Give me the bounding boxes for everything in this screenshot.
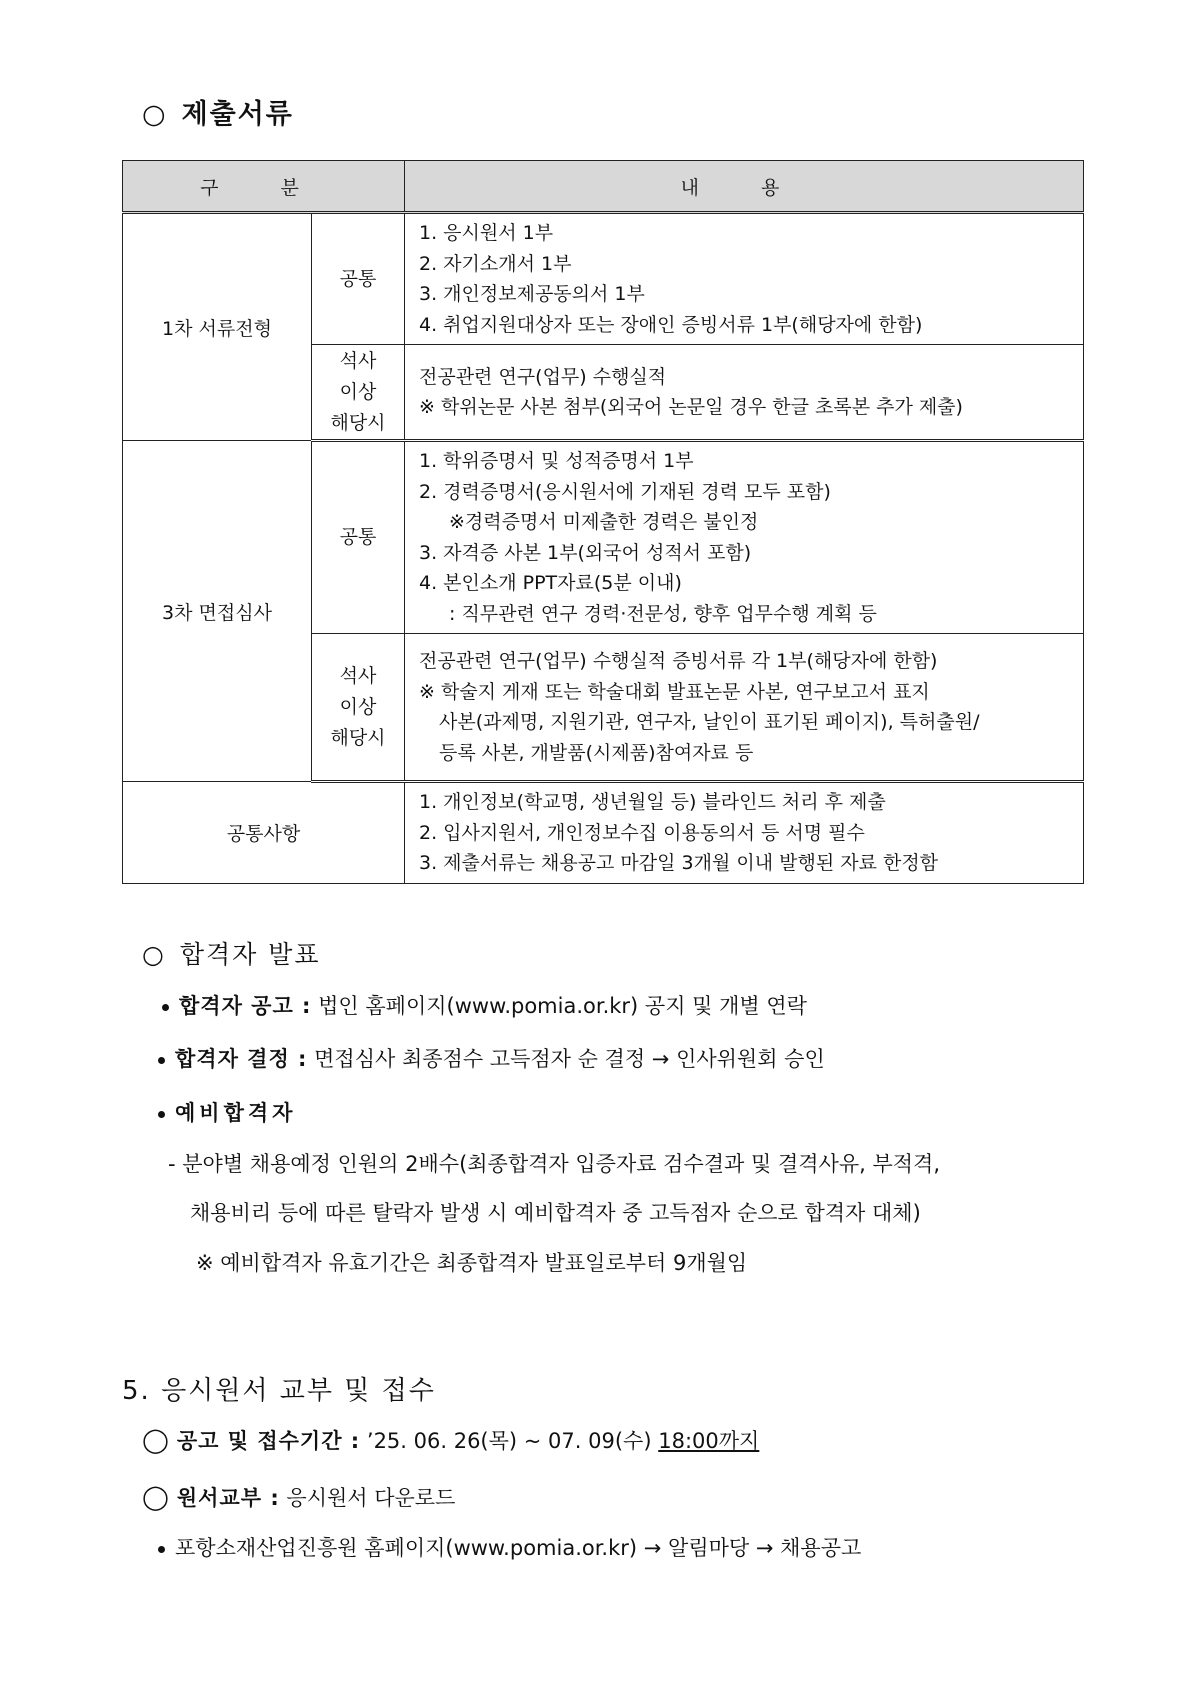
reserve-label: 예비합격자 [175, 1101, 297, 1125]
round3-common-content [405, 441, 1084, 634]
announce-text: 법인 홈페이지(www.pomia.or.kr) 공지 및 개별 연락 [318, 994, 807, 1018]
list-item: 2. 자기소개서 1부 [419, 252, 572, 275]
header-content: 내 용 [405, 161, 1084, 213]
list-item: 전공관련 연구(업무) 수행실적 증빙서류 각 1부(해당자에 한함) [419, 650, 938, 672]
reserve-line [158, 1097, 296, 1127]
table-row [123, 782, 1084, 884]
round1-label: 1차 서류전형 [123, 213, 312, 441]
bullet-dot-icon [158, 1111, 165, 1118]
round1-common-content [405, 213, 1084, 345]
circle-bullet-icon: ◯ [142, 1483, 169, 1511]
section-heading-documents [142, 92, 294, 131]
table-row [123, 213, 1084, 345]
decide-line [158, 1043, 825, 1073]
list-item: 3. 개인정보제공동의서 1부 [419, 283, 645, 305]
bullet-dot-icon [162, 1004, 169, 1011]
documents-table [122, 160, 1084, 884]
list-item: ※ 학위논문 사본 첨부(외국어 논문일 경우 한글 초록본 추가 제출) [419, 396, 963, 418]
reserve-desc-line2: 채용비리 등에 따른 탈락자 발생 시 예비합격자 중 고득점자 순으로 합격자 대체) [190, 1201, 921, 1225]
period-label: 공고 및 접수기간 : [176, 1429, 361, 1453]
list-item: 전공관련 연구(업무) 수행실적 [419, 365, 667, 388]
list-item: 4. 본인소개 PPT자료(5분 이내) [419, 572, 682, 594]
list-item: : 직무관련 연구 경력·전문성, 향후 업무수행 계획 등 [449, 602, 877, 625]
list-item: 3. 제출서류는 채용공고 마감일 3개월 이내 발행된 자료 한정함 [419, 852, 939, 874]
round3-master-content [405, 634, 1084, 782]
section5-title: 5. 응시원서 교부 및 접수 [122, 1376, 436, 1406]
table-header-row [123, 161, 1084, 213]
decide-label: 합격자 결정 : [175, 1047, 308, 1071]
common-content [405, 782, 1084, 884]
list-item: 등록 사본, 개발품(시제품)참여자료 등 [439, 741, 754, 764]
section-title: 제출서류 [181, 99, 294, 130]
reserve-note: ※ 예비합격자 유효기간은 최종합격자 발표일로부터 9개월임 [196, 1251, 748, 1275]
bullet-dot-icon [158, 1057, 165, 1064]
section-title: 합격자 발표 [179, 940, 321, 969]
round3-common-label: 공통 [312, 441, 405, 634]
round3-master-label: 석사 이상 해당시 [312, 634, 405, 782]
header-category: 구 분 [123, 161, 405, 213]
list-item: 4. 취업지원대상자 또는 장애인 증빙서류 1부(해당자에 한함) [419, 313, 923, 336]
form-label: 원서교부 : [176, 1486, 280, 1510]
circle-bullet-icon: ◯ [142, 1426, 169, 1454]
section-heading-announcement [142, 935, 321, 971]
round3-label: 3차 면접심사 [123, 441, 312, 782]
form-text: 응시원서 다운로드 [286, 1486, 456, 1510]
circle-bullet-icon: ○ [142, 940, 166, 969]
list-item: 2. 입사지원서, 개인정보수집 이용동의서 등 서명 필수 [419, 821, 865, 844]
list-item: 2. 경력증명서(응시원서에 기재된 경력 모두 포함) [419, 480, 831, 503]
list-item: 3. 자격증 사본 1부(외국어 성적서 포함) [419, 541, 752, 564]
list-item: 사본(과제명, 지원기관, 연구자, 날인이 표기된 페이지), 특허출원/ [439, 711, 980, 733]
list-item: ※경력증명서 미제출한 경력은 불인정 [449, 511, 759, 533]
form-path: 포항소재산업진흥원 홈페이지(www.pomia.or.kr) → 알림마당 → 채용공고 [175, 1536, 862, 1560]
round1-common-label: 공통 [312, 213, 405, 345]
list-item: ※ 학술지 게재 또는 학술대회 발표논문 사본, 연구보고서 표지 [419, 680, 930, 703]
period-line [142, 1425, 759, 1455]
round1-master-content [405, 345, 1084, 441]
form-path-line [158, 1532, 861, 1562]
reserve-desc-line1: - 분야별 채용예정 인원의 2배수(최종합격자 입증자료 검수결과 및 결격사유, 부적격, [168, 1152, 940, 1176]
list-item: 1. 개인정보(학교명, 생년월일 등) 블라인드 처리 후 제출 [419, 791, 886, 813]
circle-bullet-icon: ○ [142, 99, 168, 130]
bullet-dot-icon [158, 1546, 165, 1553]
announce-line [162, 990, 807, 1020]
decide-text: 면접심사 최종점수 고득점자 순 결정 → 인사위원회 승인 [314, 1047, 825, 1071]
period-text: ’25. 06. 26(목) ~ 07. 09(수) [366, 1429, 652, 1453]
list-item: 1. 학위증명서 및 성적증명서 1부 [419, 450, 694, 472]
form-line [142, 1482, 455, 1512]
announce-label: 합격자 공고 : [179, 994, 312, 1018]
list-item: 1. 응시원서 1부 [419, 222, 554, 244]
table-row [123, 441, 1084, 634]
period-time: 18:00까지 [658, 1429, 760, 1453]
round1-master-label: 석사 이상 해당시 [312, 345, 405, 441]
common-label: 공통사항 [123, 782, 405, 884]
